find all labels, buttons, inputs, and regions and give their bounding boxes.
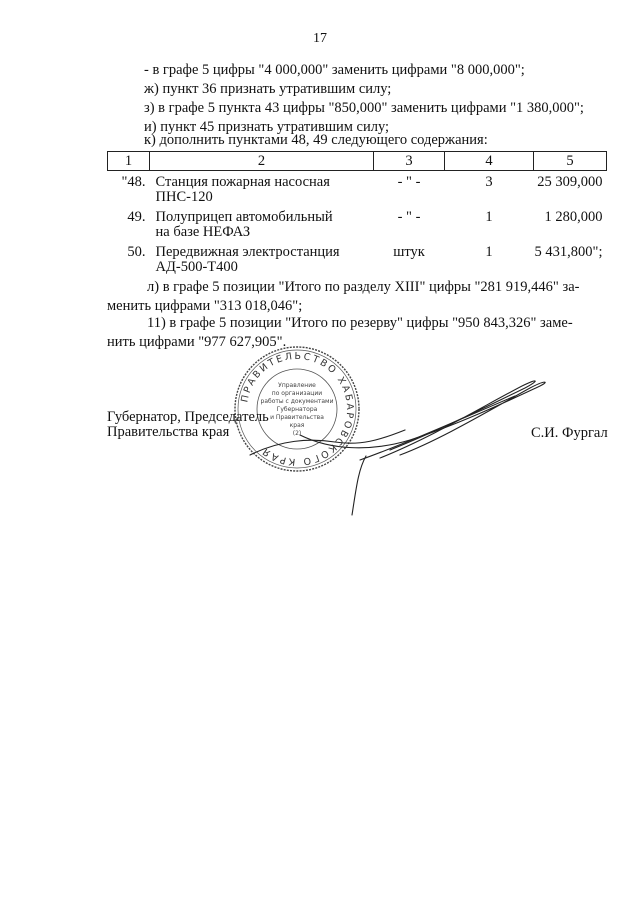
item-unit: - " - [397, 209, 421, 225]
table-row [108, 241, 607, 276]
paragraph-l [107, 278, 607, 316]
amendment-table [107, 151, 607, 276]
item-unit: - " - [397, 174, 421, 190]
item-name-line: ПНС-120 [155, 189, 213, 205]
table-header-row [108, 152, 607, 171]
item-name-line: на базе НЕФАЗ [155, 224, 251, 240]
amendment-line: и) пункт 45 признать утратившим силу; [144, 119, 390, 135]
paragraph-line: 11) в графе 5 позиции "Итого по резерву" цифры "950 843,326" заме- [147, 315, 573, 331]
item-name [150, 241, 374, 276]
item-name [150, 206, 374, 241]
item-number: 49. [127, 209, 146, 225]
signatory-title-line: Губернатор, Председатель [107, 409, 269, 425]
amendment-line: к) дополнить пунктами 48, 49 следующего содержания: [144, 132, 488, 148]
seal-text-line: Губернатора [276, 406, 318, 413]
seal-ring-text: ПРАВИТЕЛЬСТВО ХАБАРОВСКОГО КРАЯ [239, 350, 356, 468]
amendment-line: з) в графе 5 пункта 43 цифры "850,000" заменить цифрами "1 380,000"; [144, 100, 584, 116]
seal-text-line: и Правительства [270, 414, 324, 421]
signatory-title-line: Правительства края [107, 424, 230, 440]
item-name-line: Передвижная электростанция [155, 244, 340, 260]
item-quantity: 3 [485, 174, 493, 190]
column-header: 4 [445, 152, 534, 171]
column-header: 1 [108, 152, 150, 171]
table-row [108, 171, 607, 207]
item-sum: 5 431,800"; [534, 244, 603, 260]
item-unit: штук [393, 244, 425, 260]
item-number: 50. [127, 244, 146, 260]
handwritten-signature [240, 360, 620, 520]
amendment-line: - в графе 5 цифры "4 000,000" заменить цифрами "8 000,000"; [144, 62, 525, 78]
signatory-name: С.И. Фургал [531, 425, 608, 441]
seal-text-line: по организации [271, 390, 323, 397]
table-row [108, 206, 607, 241]
seal-text-line: Управление [278, 382, 316, 389]
column-header: 2 [150, 152, 374, 171]
item-quantity: 1 [485, 244, 493, 260]
item-quantity: 1 [485, 209, 493, 225]
item-name-line: АД-500-Т400 [155, 259, 238, 275]
seal-text-line: края [289, 422, 305, 429]
item-name-line: Станция пожарная насосная [155, 174, 330, 190]
paragraph-line: менить цифрами "313 018,046"; [107, 298, 303, 314]
page-number: 17 [313, 31, 327, 46]
column-header: 3 [374, 152, 445, 171]
item-name [150, 171, 374, 207]
item-number: "48. [121, 174, 146, 190]
paragraph-line: нить цифрами "977 627,905". [107, 334, 287, 350]
item-sum: 25 309,000 [537, 174, 603, 190]
item-sum: 1 280,000 [544, 209, 603, 225]
column-header: 5 [534, 152, 607, 171]
amendment-line: ж) пункт 36 признать утратившим силу; [144, 81, 392, 97]
seal-text-line: (2) [292, 430, 302, 437]
item-name-line: Полуприцеп автомобильный [155, 209, 333, 225]
paragraph-line: л) в графе 5 позиции "Итого по разделу XIII" цифры "281 919,446" за- [147, 279, 580, 295]
seal-text-line: работы с документами [260, 398, 334, 405]
